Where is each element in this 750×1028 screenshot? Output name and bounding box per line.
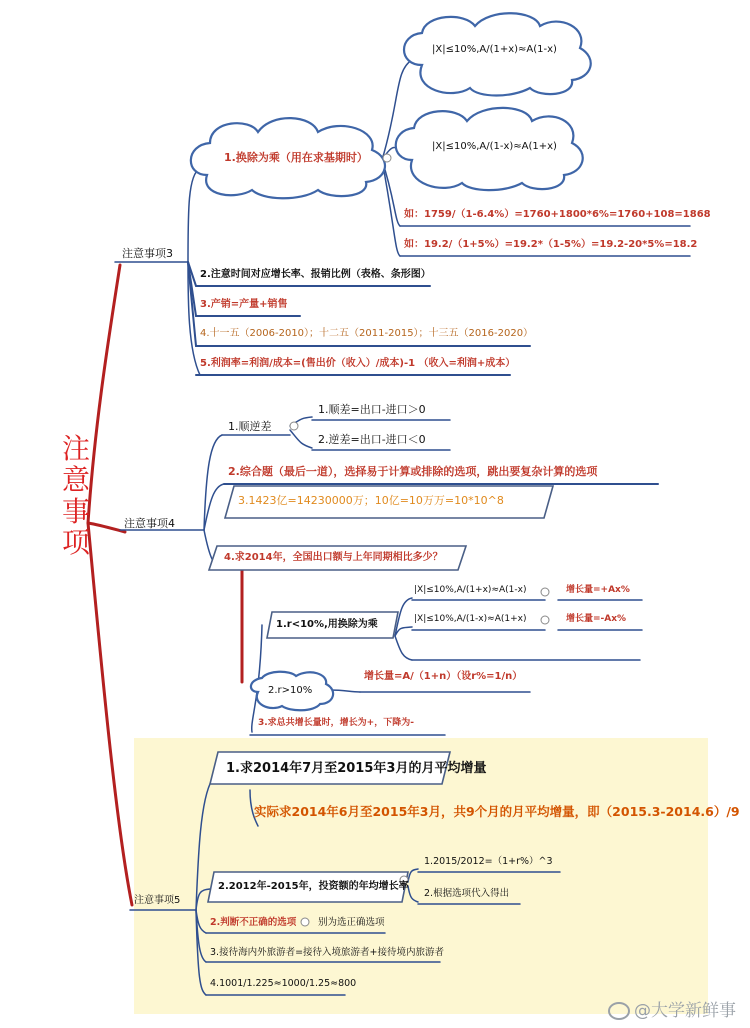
s4-case1-formula-plus: |X|≤10%,A/(1+x)≈A(1-x) bbox=[414, 585, 527, 595]
s5-item4[interactable]: 3.接待海内外旅游者=接待入境旅游者+接待境内旅游者 bbox=[210, 947, 444, 958]
s3-formula-minus: |X|≤10%,A/(1-x)≈A(1+x) bbox=[432, 141, 557, 152]
s5-item2-sub2: 2.根据选项代入得出 bbox=[424, 888, 510, 899]
s3-formula-plus: |X|≤10%,A/(1+x)≈A(1-x) bbox=[432, 44, 557, 55]
s5-item1-note: 实际求2014年6月至2015年3月，共9个月的月平均增量，即（2015.3-2014.6）/9 bbox=[254, 804, 740, 819]
s4-item1-sub2: 2.逆差=出口-进口＜0 bbox=[318, 433, 426, 446]
s5-item2-sub1: 1.2015/2012=（1+r%）^3 bbox=[424, 856, 553, 867]
root-char: 项 bbox=[61, 526, 90, 560]
s3-item2[interactable]: 2.注意时间对应增长率、报销比例（表格、条形图） bbox=[200, 269, 431, 280]
s4-item4-label[interactable]: 4.求2014年，全国出口额与上年同期相比多少？ bbox=[224, 552, 443, 563]
s5-item3-label[interactable]: 2.判断不正确的选项 bbox=[210, 917, 297, 928]
s5-item3-note: 别为选正确选项 bbox=[318, 917, 385, 928]
s4-item1-label[interactable]: 1.顺逆差 bbox=[228, 420, 272, 433]
s4-case1-result-minus: 增长量=-Ax% bbox=[566, 614, 627, 624]
weibo-icon bbox=[608, 1002, 630, 1020]
s4-item3[interactable]: 3.1423亿=14230000万；10亿=10万万=10*10^8 bbox=[238, 494, 504, 507]
s4-case1-formula-minus: |X|≤10%,A/(1-x)≈A(1+x) bbox=[414, 614, 527, 624]
root-char: 事 bbox=[61, 494, 90, 528]
s3-item4[interactable]: 4.十一五（2006-2010）；十二五（2011-2015）；十三五（2016-2020） bbox=[200, 328, 534, 339]
s5-item2-label[interactable]: 2.2012年-2015年，投资额的年均增长率 bbox=[218, 881, 409, 892]
root-topic bbox=[53, 433, 99, 558]
section3-label[interactable]: 注意事项3 bbox=[122, 247, 173, 260]
s3-example2: 如：19.2/（1+5%）=19.2*（1-5%）=19.2-20*5%=18.2 bbox=[404, 239, 698, 250]
root-char: 注 bbox=[61, 432, 90, 465]
s5-item1-label[interactable]: 1.求2014年7月至2015年3月的月平均增量 bbox=[226, 761, 487, 776]
s4-case2-label[interactable]: 2.r>10% bbox=[268, 685, 313, 696]
s3-item3[interactable]: 3.产销=产量+销售 bbox=[200, 299, 288, 310]
section5-label[interactable]: 注意事项5 bbox=[134, 895, 181, 906]
root-char: 意 bbox=[61, 463, 90, 497]
watermark-text: @大学新鲜事 bbox=[634, 1001, 736, 1021]
s3-item1-label[interactable]: 1.换除为乘（用在求基期时） bbox=[224, 151, 368, 164]
s4-case3[interactable]: 3.求总共增长量时，增长为+，下降为- bbox=[258, 718, 414, 728]
s4-case1-result-plus: 增长量=+Ax% bbox=[566, 585, 630, 595]
section4-label[interactable]: 注意事项4 bbox=[124, 517, 175, 530]
s4-item2[interactable]: 2.综合题（最后一道），选择易于计算或排除的选项，跳出要复杂计算的选项 bbox=[228, 465, 598, 478]
s3-example1: 如：1759/（1-6.4%）=1760+1800*6%=1760+108=1868 bbox=[404, 209, 711, 220]
s4-case1-label[interactable]: 1.r<10%,用换除为乘 bbox=[276, 619, 378, 630]
s4-case2-result: 增长量=A/（1+n）（设r%=1/n） bbox=[364, 671, 523, 682]
watermark bbox=[608, 996, 736, 1021]
s5-item5[interactable]: 4.1001/1.225≈1000/1.25≈800 bbox=[210, 978, 357, 989]
s4-item1-sub1: 1.顺差=出口-进口＞0 bbox=[318, 403, 426, 416]
s3-item5[interactable]: 5.利润率=利润/成本=(售出价（收入）/成本)-1 （收入=利润+成本） bbox=[200, 358, 516, 369]
